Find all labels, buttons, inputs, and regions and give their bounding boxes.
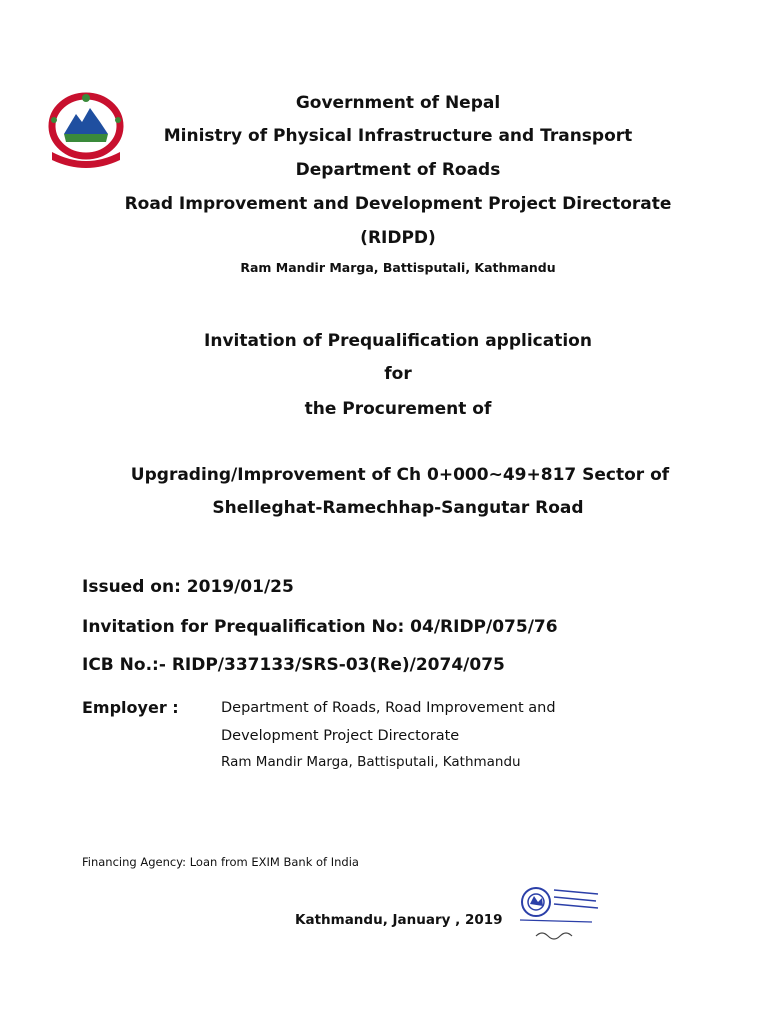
directorate-acronym: (RIDPD) <box>360 228 436 248</box>
government-title: Government of Nepal <box>295 93 501 113</box>
ministry-title: Ministry of Physical Infrastructure and Transport <box>163 126 633 146</box>
invitation-title-line2: for <box>384 364 412 384</box>
header-address: Ram Mandir Marga, Battisputali, Kathmandu <box>240 260 556 275</box>
invitation-number: Invitation for Prequalification No: 04/RIDP/075/76 <box>82 617 558 637</box>
icb-number: ICB No.:- RIDP/337133/SRS-03(Re)/2074/075 <box>82 655 505 675</box>
project-title-line1: Upgrading/Improvement of Ch 0+000~49+817 Sector of <box>130 465 670 485</box>
project-title-line2: Shelleghat-Ramechhap-Sangutar Road <box>212 498 584 518</box>
place-date: Kathmandu, January , 2019 <box>295 912 503 928</box>
invitation-title-line3: the Procurement of <box>304 399 492 419</box>
issued-on: Issued on: 2019/01/25 <box>82 577 294 597</box>
employer-line1: Department of Roads, Road Improvement and <box>221 700 556 716</box>
department-title: Department of Roads <box>295 160 501 180</box>
employer-label: Employer : <box>82 698 179 717</box>
invitation-title-line1: Invitation of Prequalification application <box>204 331 592 351</box>
financing-agency: Financing Agency: Loan from EXIM Bank of India <box>82 855 359 869</box>
employer-line3: Ram Mandir Marga, Battisputali, Kathmandu <box>221 754 521 770</box>
employer-line2: Development Project Directorate <box>221 728 460 744</box>
office-seal-icon <box>512 880 604 946</box>
directorate-title: Road Improvement and Development Project Directorate <box>124 194 672 214</box>
